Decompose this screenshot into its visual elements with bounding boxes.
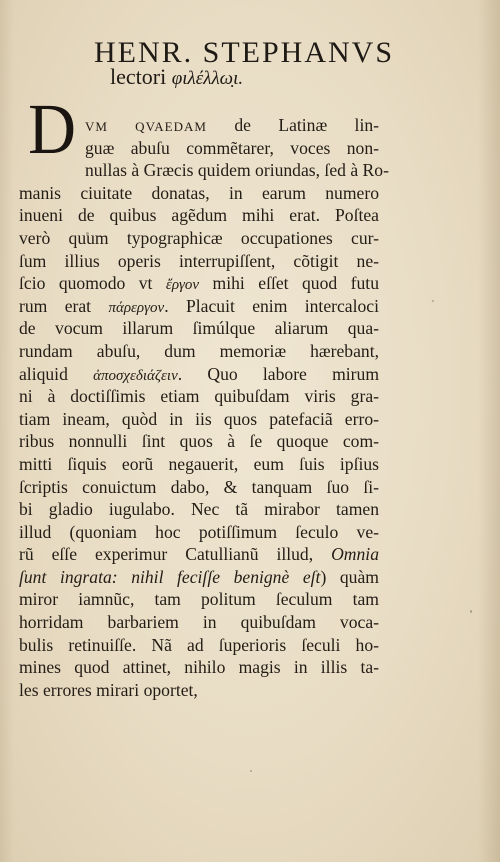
- text-segment: tiam ineam, quòd in iis quos patefaciã erro-: [19, 408, 379, 429]
- text-line: [19, 272, 379, 295]
- text-segment: πάρεργον: [108, 299, 165, 316]
- text-segment: de vocum illarum ſimúlque aliarum qua-: [19, 318, 379, 339]
- text-segment: guæ abuſu commẽtarer, voces non-: [85, 137, 379, 158]
- text-segment: rum erat: [19, 295, 109, 316]
- paper-speck: [432, 300, 434, 302]
- text-line: [19, 137, 379, 160]
- text-segment: nullas à Græcis quidem oriundas, ſed à Ro-: [85, 160, 389, 181]
- text-segment: . Quo labore mirum: [177, 363, 380, 384]
- text-segment: mihi eſſet quod futu: [199, 273, 379, 294]
- text-line: [19, 476, 379, 499]
- text-segment: VM QVAEDAM: [85, 119, 207, 134]
- text-segment: rundam abuſu, dum memoriæ hærebant,: [19, 340, 379, 361]
- text-segment: bi gladio iugulabo. Nec tã mirabor tamen: [19, 499, 379, 520]
- text-segment: mitti ſiquis eorũ negauerit, eum ſuis ipſius: [19, 453, 379, 474]
- page-shadow-right: [478, 0, 500, 862]
- text-line: [19, 159, 389, 182]
- text-segment: bulis retinuiſſe. Nã ad ſuperioris ſeculi ho-: [19, 634, 379, 655]
- text-line: [19, 227, 379, 250]
- text-segment: . Placuit enim intercaloci: [164, 295, 379, 316]
- text-segment: les errores mirari oportet,: [19, 679, 198, 700]
- text-line: [19, 611, 379, 634]
- text-line: [19, 430, 379, 453]
- text-line: [19, 679, 379, 702]
- text-segment: manis ciuitate donatas, in earum numero: [19, 182, 379, 203]
- text-segment: inueni de quibus agẽdum mihi erat. Poſtea: [19, 205, 379, 226]
- text-segment: verò quum typographicæ occupationes cur-: [19, 227, 379, 248]
- text-line: [19, 498, 379, 521]
- text-line: [19, 340, 379, 363]
- body-text: [19, 114, 389, 701]
- page-shadow-left: [0, 0, 14, 862]
- text-line: [19, 566, 379, 589]
- text-line: [19, 543, 379, 566]
- text-segment: ni à doctiſſimis etiam quibuſdam viris gra-: [19, 386, 379, 407]
- text-line: [19, 521, 379, 544]
- page-title: HENR. STEPHANVS: [93, 36, 395, 69]
- text-segment: rũ eſſe experimur Catullianũ illud,: [19, 544, 332, 565]
- text-line: [19, 204, 379, 227]
- text-segment: ſcriptis conuictum dabo, & tanquam ſuo ſi-: [19, 476, 379, 497]
- text-line: [19, 656, 379, 679]
- text-line: [19, 182, 379, 205]
- text-segment: ribus nonnulli ſint quos à ſe quoque com-: [19, 431, 379, 452]
- text-line: [19, 363, 379, 386]
- page-subtitle: [110, 64, 243, 90]
- text-segment: ſunt ingrata: nihil feciſſe benignè eſt: [19, 566, 321, 587]
- text-line: [19, 317, 379, 340]
- text-segment: ) quàm: [320, 566, 379, 587]
- text-line: [19, 114, 379, 137]
- text-line: [19, 408, 379, 431]
- text-line: [19, 453, 379, 476]
- text-line: [19, 385, 379, 408]
- text-segment: horridam barbariem in quibuſdam voca-: [19, 612, 379, 633]
- text-line: [19, 250, 379, 273]
- text-segment: miror iamnũc, tam politum ſeculum tam: [19, 589, 379, 610]
- text-line: [19, 295, 379, 318]
- text-segment: de Latinæ lin-: [206, 115, 379, 135]
- text-segment: aliquid: [19, 363, 94, 384]
- paper-speck: [470, 610, 472, 613]
- text-segment: Omnia: [331, 544, 379, 565]
- drop-cap: D: [28, 89, 76, 169]
- text-line: [19, 634, 379, 657]
- text-segment: ſcio quomodo vt: [19, 273, 166, 294]
- subtitle-greek: φιλέλλω̣ι.: [171, 68, 244, 89]
- paper-speck: [250, 770, 252, 772]
- text-segment: mines quod attinet, nihilo magis in illis ta-: [19, 657, 379, 678]
- text-segment: ſum illius operis interrupiſſent, cõtigit ne-: [19, 250, 379, 271]
- text-segment: ἔργον: [165, 277, 200, 294]
- text-segment: ἀποσχεδιάζειν: [93, 367, 178, 384]
- text-line: [19, 588, 379, 611]
- text-segment: illud (quoniam hoc potiſſimum ſeculo ve-: [19, 521, 379, 542]
- subtitle-latin: lectori: [110, 64, 167, 89]
